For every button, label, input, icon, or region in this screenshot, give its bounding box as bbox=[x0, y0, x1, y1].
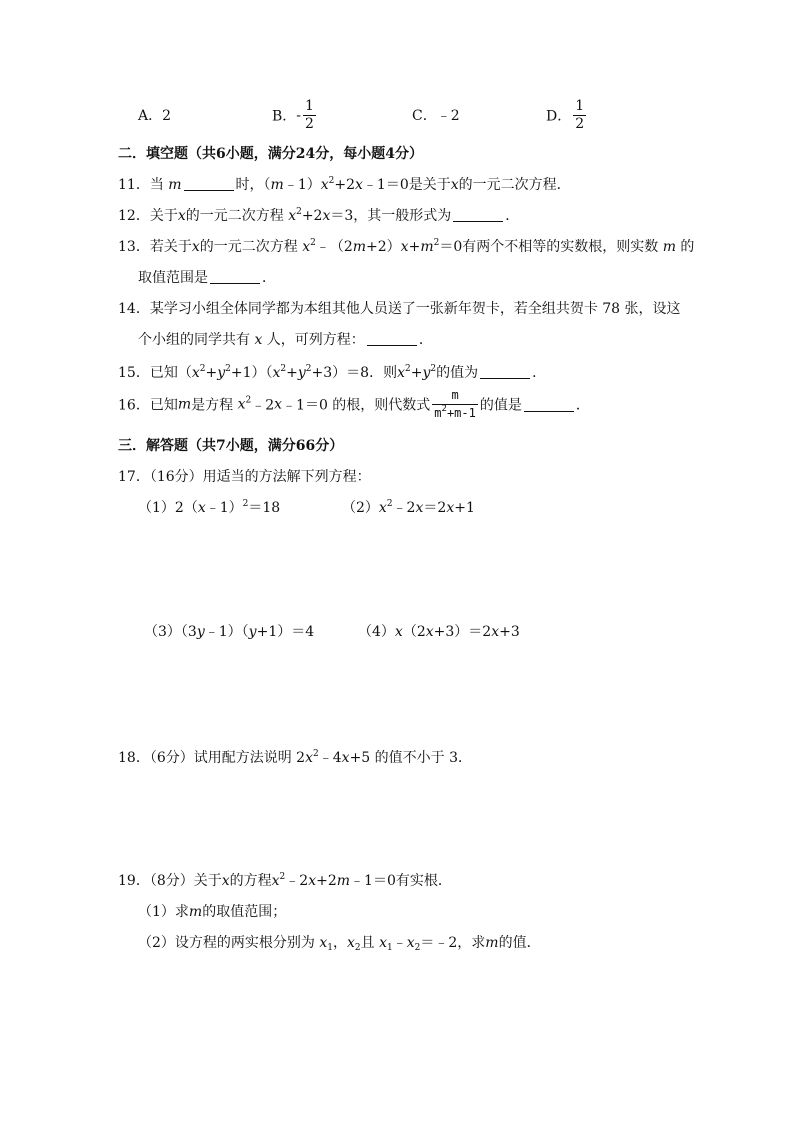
answer-blank-12[interactable] bbox=[453, 208, 503, 222]
choice-b-fraction: $\frac{1}{2}$ bbox=[305, 98, 314, 132]
fill-section-heading: 二．填空题（共6小题，满分24分，每小题4分） bbox=[118, 146, 423, 162]
choice-a: A．2 bbox=[138, 108, 172, 124]
question-17-part4: （4）x（2x+3）＝2x+3 bbox=[358, 624, 520, 640]
answer-blank-15[interactable] bbox=[480, 365, 530, 379]
choice-c: C．﹣2 bbox=[412, 108, 460, 124]
choice-d: D． $\frac{1}{2}$ bbox=[546, 98, 585, 132]
question-19-part1: （1）求m的取值范围； bbox=[138, 904, 287, 920]
question-15: 15．已知$(x^2+y^2+1)(x^2+y^2+3)=8$．则$x^2+y^2$的值为 ． bbox=[118, 364, 547, 381]
question-17-part2: $(2)x^2﹣2x=2x+1$ bbox=[342, 499, 475, 516]
question-16: 16．已知m是方程 $x^2﹣2x﹣1=0$ 的根，则代数式 $\frac{m}{m^2+m-1}$ 的值是 ． bbox=[118, 388, 590, 420]
choice-d-fraction: $\frac{1}{2}$ bbox=[575, 98, 585, 132]
question-14-line2: 个小组的同学共有 x 人，可列方程： ． bbox=[138, 332, 433, 348]
question-18: 18．（6分）试用配方法说明 $2x^2﹣4x+5$ 的值不小于 3． bbox=[118, 749, 473, 766]
question-14: 14．某学习小组全体同学都为本组其他人员送了一张新年贺卡，若全组共贺卡 78 张，设这 bbox=[118, 301, 681, 317]
question-17-part1: （1）2（x﹣1）$^2$＝18 bbox=[138, 499, 281, 516]
solve-section-heading: 三．解答题（共7小题，满分66分） bbox=[118, 438, 344, 454]
question-19-part2: （2）设方程的两实根分别为 $x_1$，$x_2$且 $x_1﹣x_2=﹣2$，求m的值． bbox=[138, 935, 541, 953]
question-13: 13．若关于x的一元二次方程 $x^2﹣(2m+2)x+m^2=0$有两个不相等的实数根，则实数 m 的 bbox=[118, 238, 695, 255]
answer-blank-11[interactable] bbox=[184, 177, 234, 191]
choice-b: B．- $\frac{1}{2}$ bbox=[272, 98, 314, 132]
answer-blank-16[interactable] bbox=[524, 398, 574, 412]
q16-fraction: $\frac{m}{m^2+m-1}$ bbox=[434, 388, 476, 420]
answer-blank-14[interactable] bbox=[367, 332, 417, 346]
question-13-line2: 取值范围是 ． bbox=[138, 270, 276, 286]
question-17: 17．（16分）用适当的方法解下列方程： bbox=[118, 469, 371, 485]
question-17-part3: （3）（3y﹣1）（y+1）＝4 bbox=[144, 624, 315, 640]
answer-blank-13[interactable] bbox=[210, 270, 260, 284]
question-19: 19．（8分）关于x的方程$x^2﹣2x+2m﹣1=0$有实根． bbox=[118, 872, 452, 889]
question-11: 11．当 m 时，$(m﹣1)x^2+2x﹣1=0$是关于x的一元二次方程． bbox=[118, 176, 571, 193]
question-12: 12．关于x的一元二次方程 $x^2+2x=3$，其一般形式为 ． bbox=[118, 207, 520, 224]
